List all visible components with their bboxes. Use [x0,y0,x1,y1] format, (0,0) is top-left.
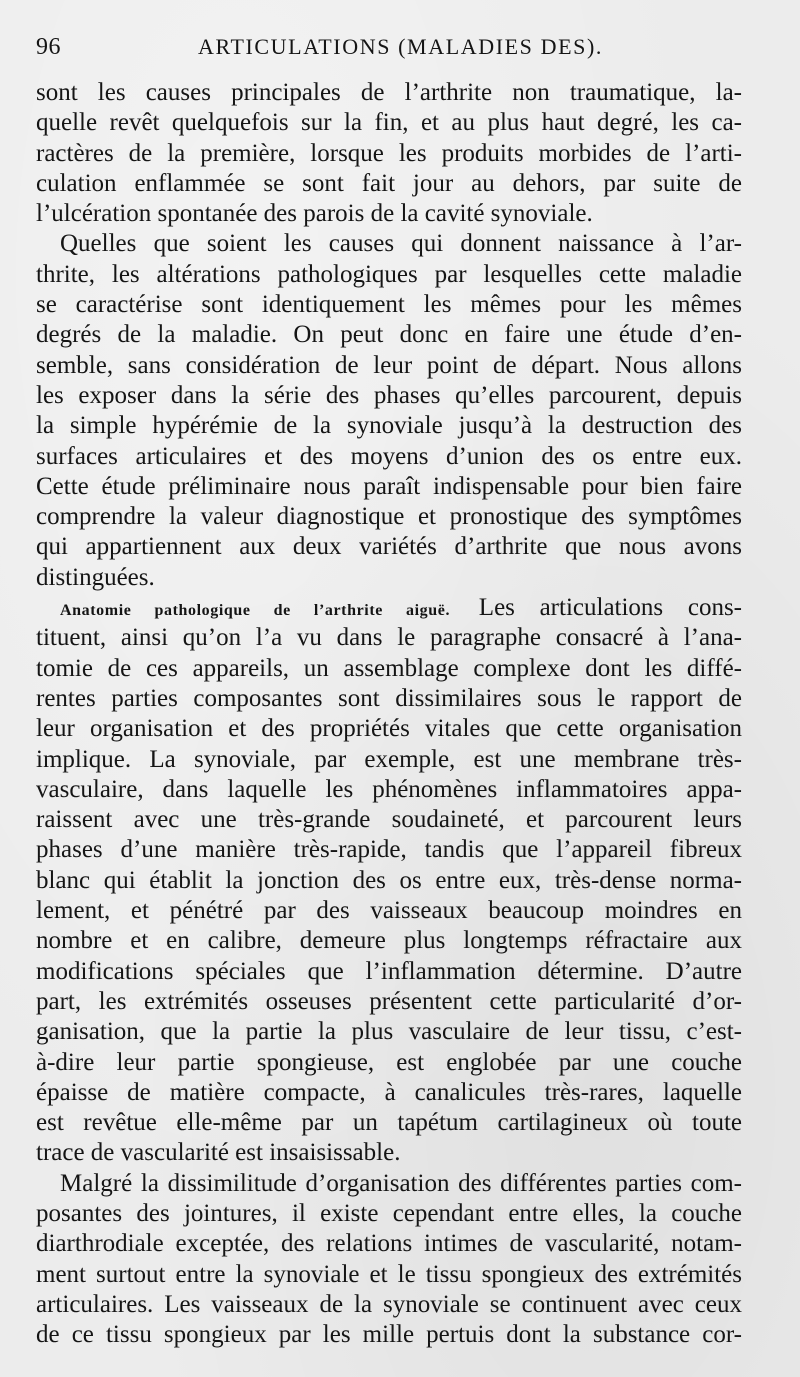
paragraph-4 [36,1169,742,1351]
text-line: se caractérise sont identiquement les mêmes pour les mêmes [36,291,742,319]
text-line: épaisse de matière compacte, à canalicules très-rares, laquelle [36,1078,742,1106]
text-line: comprendre la valeur diagnostique et pronostique des symptômes [36,503,742,531]
text-line: leur organisation et des propriétés vitales que cette organisation [36,715,742,743]
text-line: la simple hypérémie de la synoviale jusqu’à la destruction des [36,412,742,440]
text-line: posantes des jointures, il existe cependant entre elles, la couche [36,1199,742,1227]
text-line: Malgré la dissimilitude d’organisation des différentes parties com- [60,1169,742,1197]
text-line: sont les causes principales de l’arthrite non traumatique, la- [36,79,742,106]
text-line: est revêtue elle-même par un tapétum cartilagineux où toute [36,1109,742,1137]
page-number: 96 [36,34,61,60]
text-line: part, les extrémités osseuses présentent cette particularité d’or- [36,987,742,1015]
text-line: Cette étude préliminaire nous paraît indispensable pour bien faire [36,472,742,500]
text-line: vasculaire, dans laquelle les phénomènes inflammatoires appa- [36,775,742,803]
text-line: degrés de la maladie. On peut donc en faire une étude d’en- [36,321,742,349]
text-line: culation enflammée se sont fait jour au dehors, par suite de [36,169,742,197]
page-header [36,34,756,64]
text-line: trace de vascularité est insaisissable. [36,1139,401,1167]
body-text [36,78,742,1350]
text-line: diarthrodiale exceptée, des relations intimes de vascularité, notam- [36,1230,742,1258]
section-heading: Anatomie pathologique de l’arthrite aiguë. [60,602,451,620]
text-line: raissent avec une très-grande soudaineté, et parcourent leurs [36,806,742,834]
running-head: ARTICULATIONS (MALADIES DES). [198,34,604,59]
text-line: de ce tissu spongieux par les mille pertuis dont la substance cor- [36,1321,742,1349]
text-line: lement, et pénétré par des vaisseaux beaucoup moindres en [36,897,742,925]
text-line: distinguées. [36,563,155,591]
text-line [36,593,742,623]
text-line: tomie de ces appareils, un assemblage complexe dont les diffé- [36,654,742,682]
text-line: à-dire leur partie spongieuse, est englobée par une couche [36,1048,742,1076]
text-line: ganisation, que la partie la plus vasculaire de leur tissu, c’est- [36,1018,742,1046]
text-line: phases d’une manière très-rapide, tandis que l’appareil fibreux [36,836,742,864]
text-line: les exposer dans la série des phases qu’elles parcourent, depuis [36,381,742,409]
text-line: blanc qui établit la jonction des os entre eux, très-dense norma- [36,866,742,894]
text-line: thrite, les altérations pathologiques par lesquelles cette maladie [36,260,742,288]
text-line: tituent, ainsi qu’on l’a vu dans le paragraphe consacré à l’ana- [36,624,742,652]
text-line: l’ulcération spontanée des parois de la cavité synoviale. [36,200,593,228]
paragraph-3 [36,593,742,1169]
heading-line-text: Les articulations cons- [478,594,743,622]
text-line: rentes parties composantes sont dissimilaires sous le rapport de [36,684,742,712]
text-line: ment surtout entre la synoviale et le tissu spongieux des extrémités [36,1260,742,1288]
paragraph-2 [36,229,742,593]
paragraph-1 [36,78,742,229]
text-line: implique. La synoviale, par exemple, est une membrane très- [36,745,742,773]
text-line: quelle revêt quelquefois sur la fin, et au plus haut degré, les ca- [36,109,742,137]
text-line: qui appartiennent aux deux variétés d’arthrite que nous avons [36,533,742,561]
text-line: semble, sans considération de leur point de départ. Nous allons [36,351,742,379]
text-line: nombre et en calibre, demeure plus longtemps réfractaire aux [36,927,742,955]
text-line: surfaces articulaires et des moyens d’union des os entre eux. [36,442,742,470]
text-line: modifications spéciales que l’inflammation détermine. D’autre [36,957,742,985]
text-line: articulaires. Les vaisseaux de la synoviale se continuent avec ceux [36,1290,742,1318]
text-line: ractères de la première, lorsque les produits morbides de l’arti- [36,139,742,167]
text-line: Quelles que soient les causes qui donnent naissance à l’ar- [60,230,742,258]
